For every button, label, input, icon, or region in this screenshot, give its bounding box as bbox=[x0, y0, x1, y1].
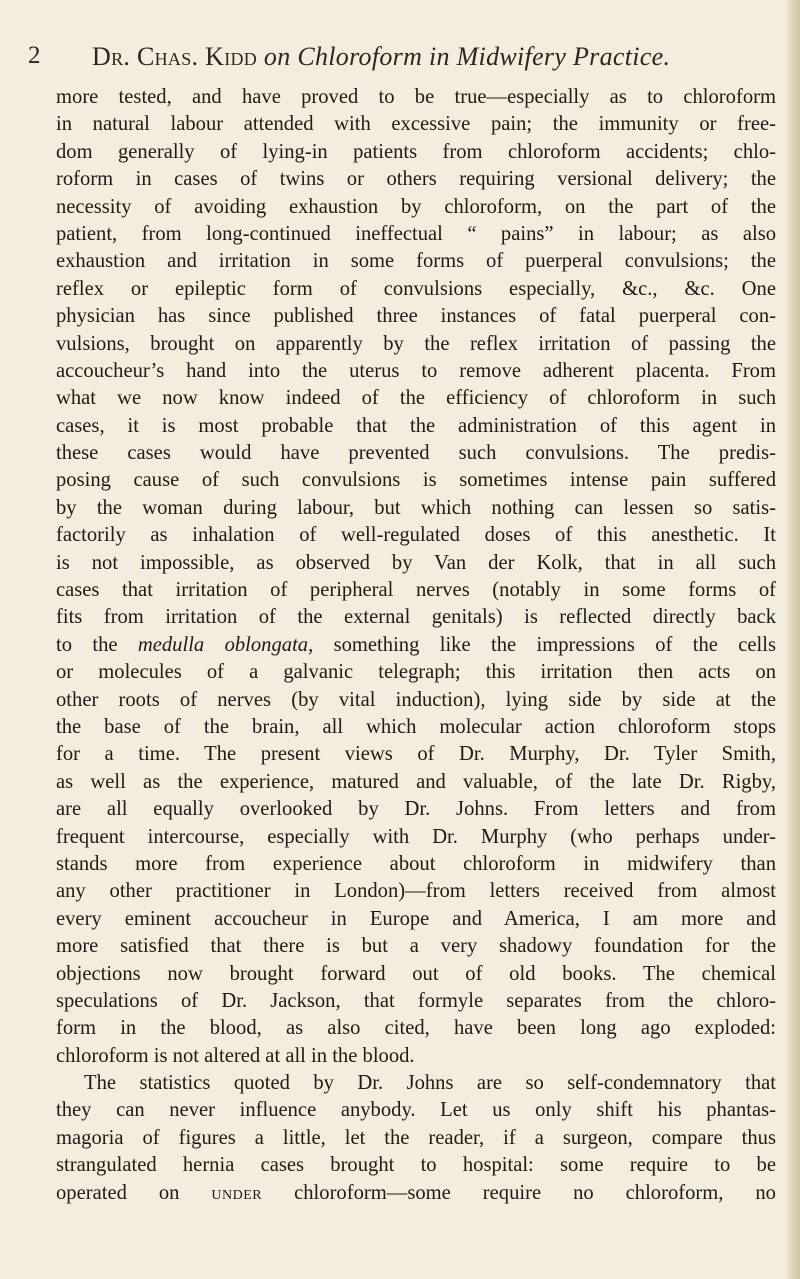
text-line bbox=[56, 659, 776, 686]
text-line bbox=[56, 440, 776, 467]
text-segment: by the woman during labour, but which nothing can lessen so satis- bbox=[56, 496, 776, 519]
text-line bbox=[56, 769, 776, 796]
text-line bbox=[56, 550, 776, 577]
text-segment: chloroform—some require no chloroform, no bbox=[262, 1181, 776, 1204]
text-segment: more satisfied that there is but a very shadowy foundation for the bbox=[56, 935, 776, 958]
text-line bbox=[56, 276, 776, 303]
text-line bbox=[56, 522, 776, 549]
text-segment: more tested, and have proved to be true—especially as to chloroform bbox=[56, 86, 776, 108]
page-header bbox=[0, 42, 800, 82]
text-segment: fits from irritation of the external genitals) is reflected directly back bbox=[56, 606, 776, 629]
text-segment: posing cause of such convulsions is sometimes intense pain suffered bbox=[56, 469, 776, 492]
text-segment: frequent intercourse, especially with Dr. Murphy (who perhaps under- bbox=[56, 825, 776, 848]
text-segment: physician has since published three instances of fatal puerperal con- bbox=[56, 305, 776, 328]
text-segment: magoria of figures a little, let the reader, if a surgeon, compare thus bbox=[56, 1126, 776, 1149]
text-line bbox=[56, 824, 776, 851]
running-head-author: Dr. Chas. Kidd bbox=[92, 42, 258, 71]
text-line bbox=[56, 604, 776, 631]
running-head-title-prefix: on bbox=[263, 42, 291, 71]
text-line bbox=[56, 413, 776, 440]
italic-text: medulla oblongata bbox=[137, 633, 309, 656]
text-segment: chloroform is not altered at all in the blood. bbox=[56, 1044, 415, 1067]
text-segment: to the bbox=[56, 633, 138, 656]
text-line bbox=[56, 248, 776, 275]
text-segment: any other practitioner in London)—from letters received from almost bbox=[56, 880, 776, 903]
text-line bbox=[56, 741, 776, 768]
running-head-title: Chloroform in Midwifery Practice. bbox=[297, 42, 671, 71]
text-line bbox=[56, 331, 776, 358]
text-line bbox=[56, 1043, 776, 1070]
text-line bbox=[56, 1125, 776, 1152]
text-line bbox=[56, 111, 776, 138]
text-line bbox=[56, 139, 776, 166]
text-segment: dom generally of lying-in patients from chloroform accidents; chlo- bbox=[56, 140, 776, 163]
text-line bbox=[56, 221, 776, 248]
body-text bbox=[56, 84, 776, 1207]
text-segment: other roots of nerves (by vital induction), lying side by side at the bbox=[56, 688, 776, 711]
text-line bbox=[56, 851, 776, 878]
text-segment: vulsions, brought on apparently by the reflex irritation of passing the bbox=[56, 332, 776, 355]
text-segment: these cases would have prevented such convulsions. The predis- bbox=[56, 442, 776, 465]
text-line bbox=[56, 906, 776, 933]
text-segment: necessity of avoiding exhaustion by chloroform, on the part of the bbox=[56, 195, 776, 218]
text-line bbox=[56, 1180, 776, 1207]
text-segment: patient, from long-continued ineffectual “ pains” in labour; as also bbox=[56, 222, 776, 245]
text-line bbox=[56, 385, 776, 412]
smallcaps-text: under bbox=[211, 1181, 263, 1204]
text-segment: reflex or epileptic form of convulsions especially, &c., &c. One bbox=[56, 277, 776, 300]
text-segment: The statistics quoted by Dr. Johns are so self-condemnatory that bbox=[84, 1072, 776, 1095]
text-segment: or molecules of a galvanic telegraph; this irritation then acts on bbox=[56, 661, 776, 684]
text-segment: form in the blood, as also cited, have been long ago exploded: bbox=[56, 1017, 776, 1040]
page-number: 2 bbox=[28, 42, 41, 69]
text-segment: operated on bbox=[56, 1181, 212, 1204]
text-line bbox=[56, 1097, 776, 1124]
text-segment: every eminent accoucheur in Europe and America, I am more and bbox=[56, 907, 776, 930]
text-line bbox=[56, 577, 776, 604]
text-segment: in natural labour attended with excessive pain; the immunity or free- bbox=[56, 113, 776, 136]
text-segment: cases, it is most probable that the administration of this agent in bbox=[56, 414, 776, 437]
text-segment: exhaustion and irritation in some forms of puerperal convulsions; the bbox=[56, 250, 776, 273]
text-segment: cases that irritation of peripheral nerves (notably in some forms of bbox=[56, 579, 776, 602]
text-segment: are all equally overlooked by Dr. Johns. From letters and from bbox=[56, 798, 776, 821]
text-line bbox=[56, 1152, 776, 1179]
text-segment: for a time. The present views of Dr. Murphy, Dr. Tyler Smith, bbox=[56, 743, 776, 766]
text-line bbox=[56, 358, 776, 385]
text-line bbox=[56, 495, 776, 522]
text-line bbox=[56, 632, 776, 659]
text-line bbox=[56, 961, 776, 988]
text-line bbox=[56, 467, 776, 494]
text-segment: is not impossible, as observed by Van der Kolk, that in all such bbox=[56, 551, 776, 574]
text-line bbox=[56, 878, 776, 905]
text-line bbox=[56, 687, 776, 714]
text-line bbox=[56, 166, 776, 193]
text-line bbox=[56, 303, 776, 330]
text-segment: they can never influence anybody. Let us only shift his phantas- bbox=[56, 1099, 776, 1122]
text-segment: accoucheur’s hand into the uterus to remove adherent placenta. From bbox=[56, 359, 776, 382]
text-segment: the base of the brain, all which molecular action chloroform stops bbox=[56, 715, 776, 738]
text-segment: , something like the impressions of the cells bbox=[308, 633, 776, 656]
text-line bbox=[56, 988, 776, 1015]
running-head bbox=[92, 42, 670, 72]
text-line bbox=[56, 714, 776, 741]
text-segment: factorily as inhalation of well-regulated doses of this anesthetic. It bbox=[56, 524, 776, 547]
page-edge-shadow bbox=[784, 0, 800, 1279]
text-segment: speculations of Dr. Jackson, that formyle separates from the chloro- bbox=[56, 989, 776, 1012]
text-line bbox=[56, 194, 776, 221]
text-segment: what we now know indeed of the efficiency of chloroform in such bbox=[56, 387, 776, 410]
text-line bbox=[56, 84, 776, 111]
text-segment: roform in cases of twins or others requiring versional delivery; the bbox=[56, 168, 776, 191]
text-segment: stands more from experience about chloroform in midwifery than bbox=[56, 852, 776, 875]
text-segment: strangulated hernia cases brought to hospital: some require to be bbox=[56, 1154, 776, 1177]
text-line bbox=[56, 1070, 776, 1097]
text-line bbox=[56, 796, 776, 823]
text-segment: objections now brought forward out of old books. The chemical bbox=[56, 962, 776, 985]
text-segment: as well as the experience, matured and valuable, of the late Dr. Rigby, bbox=[56, 770, 776, 793]
text-line bbox=[56, 1015, 776, 1042]
text-line bbox=[56, 933, 776, 960]
